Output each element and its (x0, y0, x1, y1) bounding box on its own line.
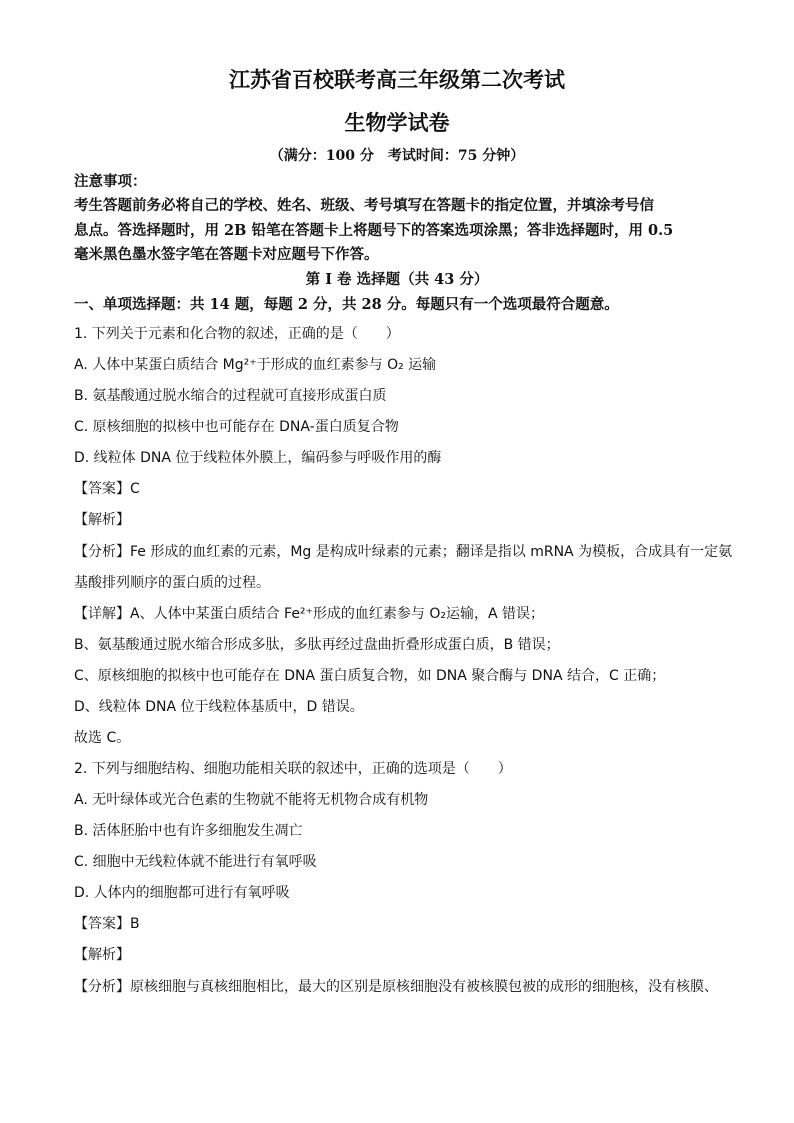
q2-answer: 【答案】B (74, 916, 140, 932)
q1-detail-line-4: D、线粒体 DNA 位于线粒体基质中，D 错误。 (74, 699, 364, 715)
q2-analysis-line-1: 【分析】原核细胞与真核细胞相比，最大的区别是原核细胞没有被核膜包被的成形的细胞核，没有核膜、 (74, 979, 718, 995)
q2-option-d: D. 人体内的细胞都可进行有氧呼吸 (74, 885, 290, 901)
section-title: 第 Ⅰ 卷 选择题（共 43 分） (305, 271, 489, 288)
q2-option-b: B. 活体胚胎中也有许多细胞发生凋亡 (74, 823, 303, 839)
notice-line-3: 毫米黑色墨水签字笔在答题卡对应题号下作答。 (74, 246, 379, 263)
q1-detail-line-2: B、氨基酸通过脱水缩合形成多肽，多肽再经过盘曲折叠形成蛋白质，B 错误； (74, 637, 560, 653)
q1-analysis-line-1: 【分析】Fe 形成的血红素的元素，Mg 是构成叶绿素的元素；翻译是指以 mRNA 为模板，合成具有一定氨 (74, 544, 733, 560)
q1-conclusion: 故选 C。 (74, 730, 131, 746)
notice-heading: 注意事项： (74, 173, 147, 190)
q2-stem: 2. 下列与细胞结构、细胞功能相关联的叙述中，正确的选项是（ ） (74, 761, 512, 777)
q1-option-c: C. 原核细胞的拟核中也可能存在 DNA-蛋白质复合物 (74, 419, 399, 435)
exam-title: 江苏省百校联考高三年级第二次考试 (229, 67, 565, 92)
q1-option-d: D. 线粒体 DNA 位于线粒体外膜上，编码参与呼吸作用的酶 (74, 450, 442, 466)
subject-title: 生物学试卷 (344, 110, 450, 135)
exam-info: （满分：100 分 考试时间：75 分钟） (269, 148, 525, 164)
q1-analysis-tag: 【解析】 (74, 512, 130, 528)
q2-option-c: C. 细胞中无线粒体就不能进行有氧呼吸 (74, 854, 317, 870)
q1-option-b: B. 氨基酸通过脱水缩合的过程就可直接形成蛋白质 (74, 388, 387, 404)
notice-line-2: 息点。答选择题时，用 2B 铅笔在答题卡上将题号下的答案选项涂黑；答非选择题时，用 0.5 (74, 222, 674, 239)
part1-heading: 一、单项选择题：共 14 题，每题 2 分，共 28 分。每题只有一个选项最符合题意。 (74, 296, 619, 313)
q1-analysis-line-2: 基酸排列顺序的蛋白质的过程。 (74, 575, 270, 591)
q1-detail-line-1: 【详解】A、人体中某蛋白质结合 Fe²⁺形成的血红素参与 O₂运输，A 错误； (74, 606, 545, 622)
q1-detail-line-3: C、原核细胞的拟核中也可能存在 DNA 蛋白质复合物，如 DNA 聚合酶与 DNA 结合，C 正确； (74, 668, 666, 684)
q2-option-a: A. 无叶绿体或光合色素的生物就不能将无机物合成有机物 (74, 792, 429, 808)
q1-stem: 1. 下列关于元素和化合物的叙述，正确的是（ ） (74, 326, 400, 342)
notice-line-1: 考生答题前务必将自己的学校、姓名、班级、考号填写在答题卡的指定位置，并填涂考号信 (74, 197, 654, 214)
q1-answer: 【答案】C (74, 481, 140, 497)
q1-option-a: A. 人体中某蛋白质结合 Mg²⁺于形成的血红素参与 O₂ 运输 (74, 357, 437, 373)
q2-analysis-tag: 【解析】 (74, 947, 130, 963)
